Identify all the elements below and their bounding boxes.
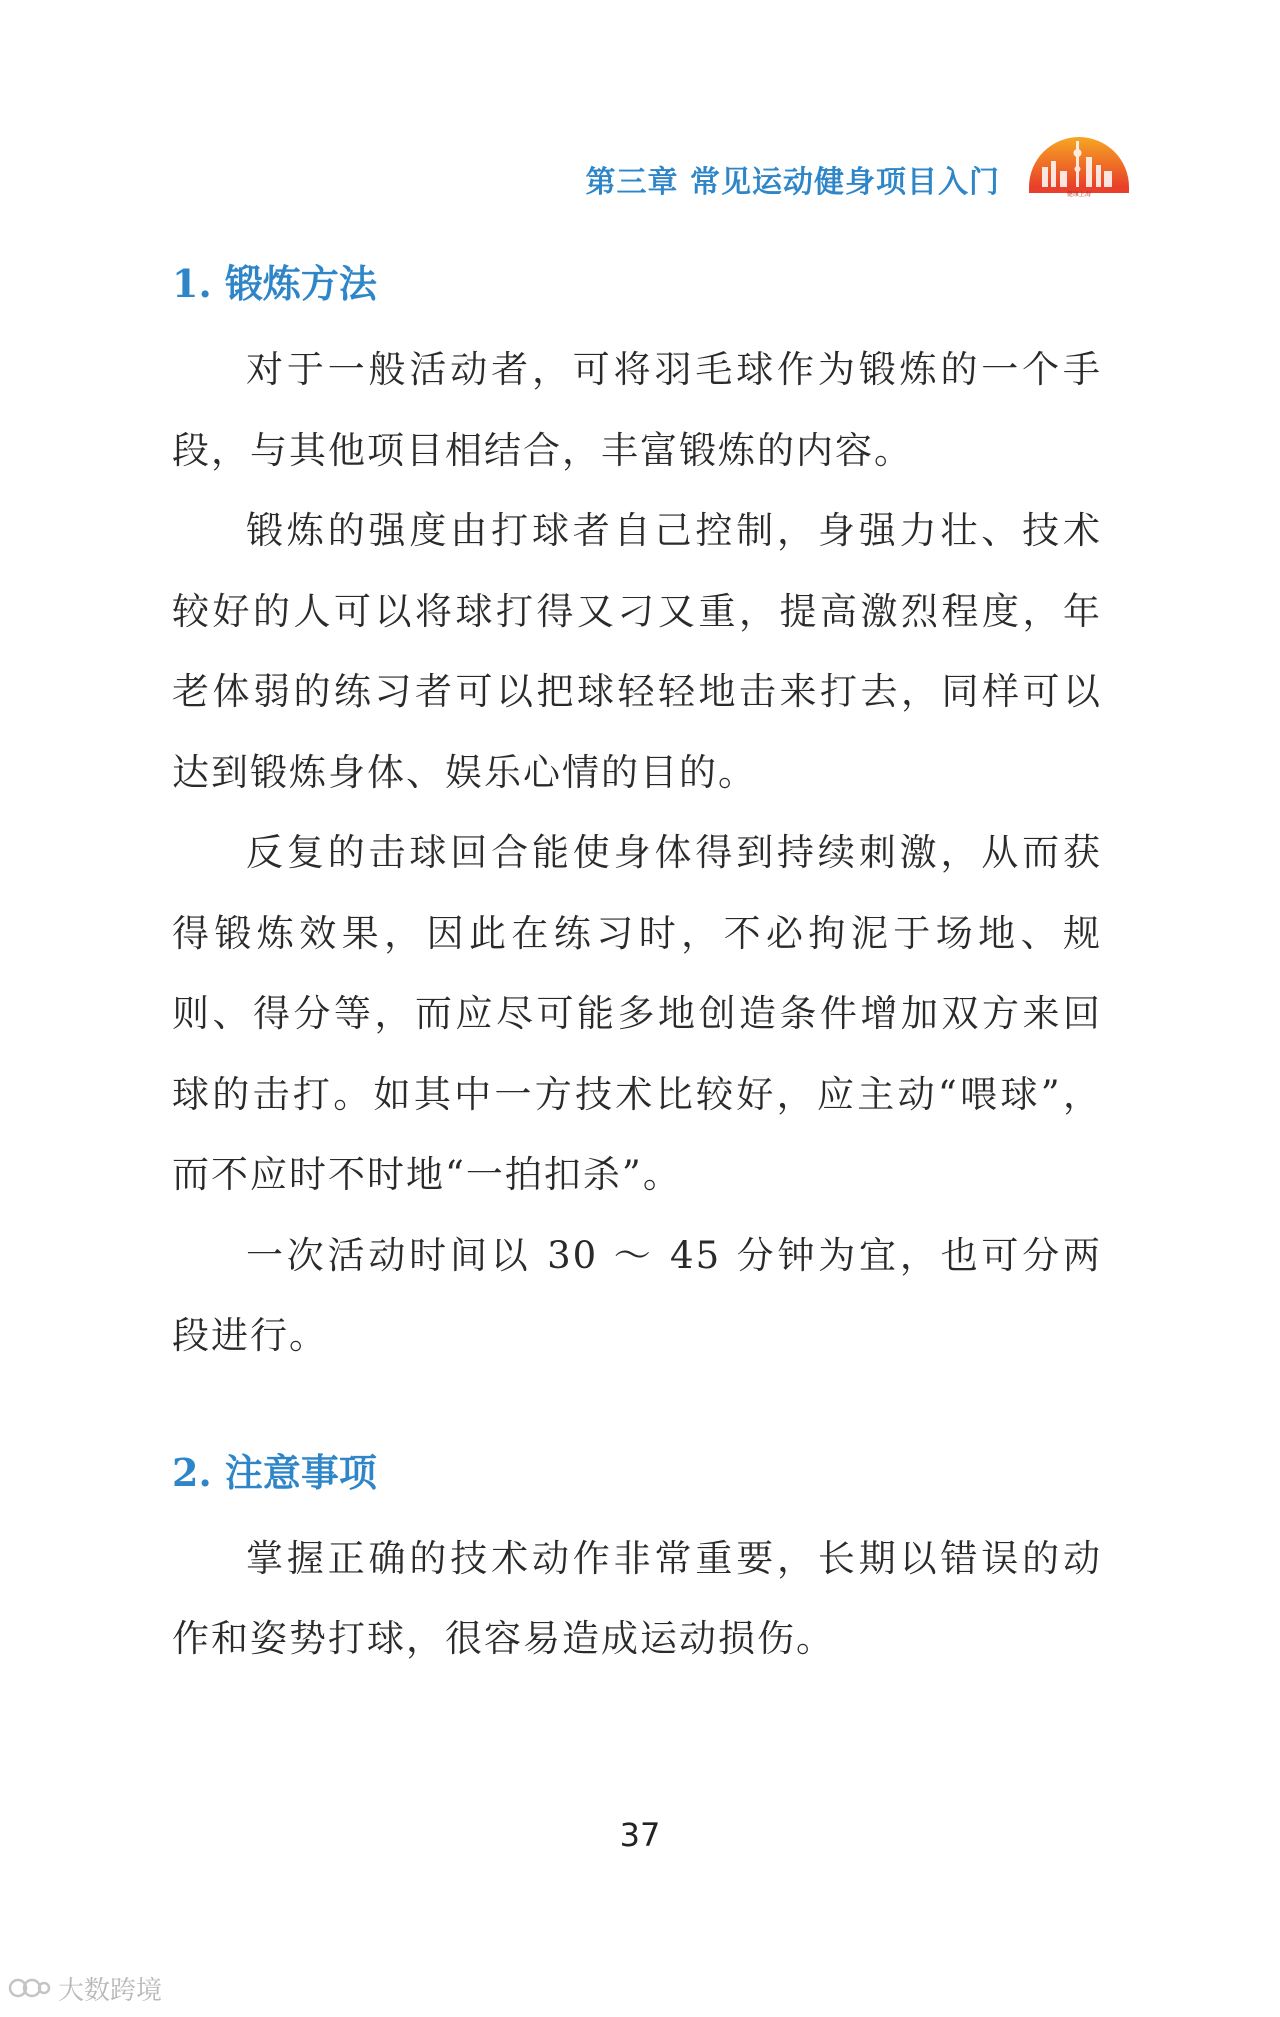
page-number: 37 — [619, 1816, 661, 1854]
healthy-shanghai-logo — [1024, 127, 1134, 207]
paragraph: 反复的击球回合能使身体得到持续刺激，从而获得锻炼效果，因此在练习时，不必拘泥于场地、规则、得分等，而应尽可能多地创造条件增加双方来回球的击打。如其中一方技术比较好，应主动“喂球”，而不应时不时地“一拍扣杀”。 — [172, 831, 1102, 1196]
paragraph: 锻炼的强度由打球者自己控制，身强力壮、技术较好的人可以将球打得又刁又重，提高激烈程度，年老体弱的练习者可以把球轻轻地击来打去，同样可以达到锻炼身体、娱乐心情的目的。 — [172, 509, 1102, 794]
watermark-logo-icon — [8, 1973, 52, 2003]
logo-text: 健康上海 — [1066, 191, 1091, 198]
watermark — [8, 1968, 162, 2008]
chapter-title: 第三章 常见运动健身项目入门 — [585, 165, 1000, 200]
main-content — [172, 248, 1102, 1680]
paragraph: 一次活动时间以 30 ～ 45 分钟为宜，也可分两段进行。 — [172, 1233, 1102, 1357]
section-heading-exercise-method: 1. 锻炼方法 — [172, 261, 377, 306]
paragraph: 对于一般活动者，可将羽毛球作为锻炼的一个手段，与其他项目相结合，丰富锻炼的内容。 — [172, 348, 1102, 472]
section-heading-precautions: 2. 注意事项 — [172, 1449, 377, 1495]
paragraph: 掌握正确的技术动作非常重要，长期以错误的动作和姿势打球，很容易造成运动损伤。 — [172, 1536, 1102, 1660]
watermark-text: 大数跨境 — [58, 1975, 163, 2006]
page-header — [0, 135, 1280, 225]
